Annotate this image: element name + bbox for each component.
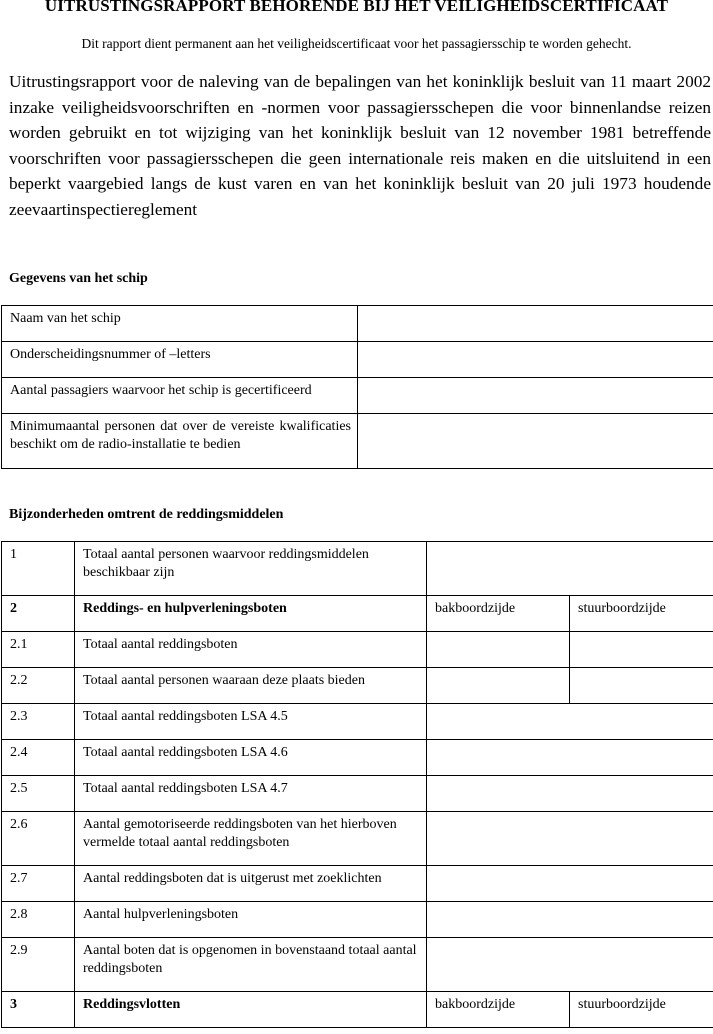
intro-paragraph: Uitrustingsrapport voor de naleving van de bepalingen van het koninklijk besluit van 11 maart 2002 inzake veiligheidsvoorschriften en -normen voor passagiersschepen die voor binnenlandse reizen worden gebruikt en tot wijziging van het koninklijk besluit van 12 november 1981 betreffende voorschriften voor passagiersschepen die geen internationale reis maken en die uitsluitend in een beperkt vaargebied langs de kust varen en van het koninklijk besluit van 20 juli 1973 houdende zeevaartinspectiereglement [9,72,711,219]
document-subtitle: Dit rapport dient permanent aan het veiligheidscertificaat voor het passagiersschip te worden gehecht. [81,36,632,51]
table-row [2,866,713,902]
table-row [2,378,713,414]
row-label: Totaal aantal reddingsboten LSA 4.6 [75,740,427,776]
port-side-field[interactable] [427,668,570,704]
table-row [2,542,713,596]
ship-identifier-label: Onderscheidingsnummer of –letters [2,342,358,378]
row-number: 2.9 [2,938,75,992]
starboard-side-header: stuurboordzijde [570,596,713,632]
row-number: 2.2 [2,668,75,704]
row-label: Totaal aantal personen waaraan deze plaats bieden [75,668,427,704]
rescue-section-heading: Bijzonderheden omtrent de reddingsmiddelen [9,507,284,522]
row-label: Totaal aantal personen waarvoor reddingsmiddelen beschikbaar zijn [75,542,427,596]
row-number: 2.1 [2,632,75,668]
table-row [2,704,713,740]
value-field[interactable] [427,938,713,992]
document-title: UITRUSTINGSRAPPORT BEHORENDE BIJ HET VEILIGHEIDSCERTIFICAAT [44,0,669,15]
table-row [2,668,713,704]
value-field[interactable] [427,812,713,866]
table-row [2,342,713,378]
starboard-side-header: stuurboordzijde [570,992,713,1028]
ship-name-field[interactable] [358,306,713,342]
table-row [2,596,713,632]
value-field[interactable] [427,704,713,740]
ship-name-label: Naam van het schip [2,306,358,342]
row-number: 2.6 [2,812,75,866]
table-row [2,740,713,776]
passenger-count-label: Aantal passagiers waarvoor het schip is gecertificeerd [2,378,358,414]
value-field[interactable] [427,542,713,596]
row-number: 2.4 [2,740,75,776]
ship-section-heading: Gegevens van het schip [9,271,148,286]
passenger-count-field[interactable] [358,378,713,414]
row-label: Aantal hulpverleningsboten [75,902,427,938]
radio-operators-field[interactable] [358,414,713,469]
row-label: Reddingsvlotten [75,992,427,1028]
row-label: Reddings- en hulpverleningsboten [75,596,427,632]
table-row [2,632,713,668]
row-number: 2.5 [2,776,75,812]
row-number: 2 [2,596,75,632]
row-number: 2.7 [2,866,75,902]
port-side-field[interactable] [427,632,570,668]
value-field[interactable] [427,902,713,938]
ship-identifier-field[interactable] [358,342,713,378]
table-row [2,414,713,469]
port-side-header: bakboordzijde [427,992,570,1028]
ship-data-table [1,305,713,469]
row-label: Aantal gemotoriseerde reddingsboten van het hierboven vermelde totaal aantal reddingsboten [75,812,427,866]
row-label: Aantal reddingsboten dat is uitgerust met zoeklichten [75,866,427,902]
value-field[interactable] [427,866,713,902]
table-row [2,992,713,1028]
table-row [2,902,713,938]
row-number: 3 [2,992,75,1028]
row-number: 2.3 [2,704,75,740]
value-field[interactable] [427,776,713,812]
starboard-side-field[interactable] [570,632,713,668]
row-label: Aantal boten dat is opgenomen in bovenstaand totaal aantal reddingsboten [75,938,427,992]
table-row [2,812,713,866]
table-row [2,776,713,812]
row-label: Totaal aantal reddingsboten LSA 4.7 [75,776,427,812]
row-label: Totaal aantal reddingsboten [75,632,427,668]
port-side-header: bakboordzijde [427,596,570,632]
row-number: 2.8 [2,902,75,938]
starboard-side-field[interactable] [570,668,713,704]
row-number: 1 [2,542,75,596]
table-row [2,938,713,992]
rescue-equipment-table [1,541,713,1028]
row-label: Totaal aantal reddingsboten LSA 4.5 [75,704,427,740]
table-row [2,306,713,342]
radio-operators-label: Minimumaantal personen dat over de vereiste kwalificaties beschikt om de radio-installatie te bedien [2,414,358,469]
value-field[interactable] [427,740,713,776]
